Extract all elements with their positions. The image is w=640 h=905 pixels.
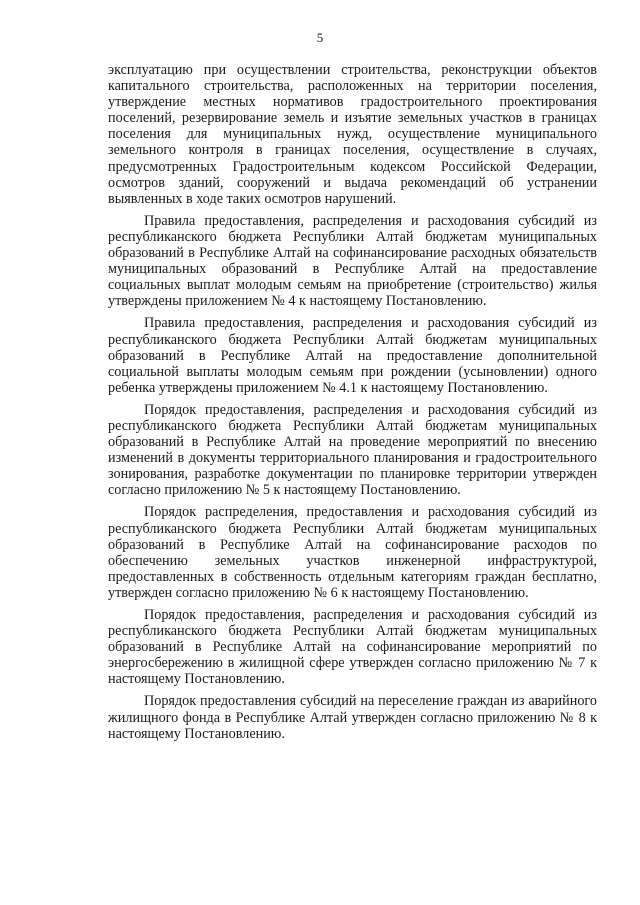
paragraph-continuation: эксплуатацию при осуществлении строительства, реконструкции объектов капитального строительства, расположенных на территории поселения, утверждение местных нормативов градостроительного проектирования поселений, резервирование земель и изъятие земельных участков в границах поселения для муниципальных нужд, осуществление муниципального земельного контроля в границах поселения, осуществление в случаях, предусмотренных Градостроительным кодексом Российской Федерации, осмотров зданий, сооружений и выдача рекомендаций об устранении выявленных в ходе таких осмотров нарушений. [108,62,597,207]
document-body [108,62,597,748]
paragraph-youth-families-housing: Правила предоставления, распределения и расходования субсидий из республиканского бюджета Республики Алтай бюджетам муниципальных образований в Республике Алтай на софинансирование расходных обязательств муниципальных образований в Республике Алтай на предоставление социальных выплат молодым семьям на приобретение (строительство) жилья утверждены приложением № 4 к настоящему Постановлению. [108,212,597,310]
paragraph-territorial-planning: Порядок предоставления, распределения и расходования субсидий из республиканского бюджета Республики Алтай бюджетам муниципальных образований в Республике Алтай на проведение мероприятий по внесению изменений в документы территориального планирования и градостроительного зонирования, разработке документации по планировке территории утвержден согласно приложению № 5 к настоящему Постановлению. [108,401,597,499]
paragraph-child-birth-payment: Правила предоставления, распределения и расходования субсидий из республиканского бюджета Республики Алтай бюджетам муниципальных образований в Республике Алтай на предоставление дополнительной социальной выплаты молодым семьям при рождении (усыновлении) одного ребенка утверждены приложением № 4.1 к настоящему Постановлению. [108,315,597,396]
paragraph-land-infrastructure: Порядок распределения, предоставления и расходования субсидий из республиканского бюджета Республики Алтай бюджетам муниципальных образований в Республике Алтай на софинансирование расходов по обеспечению земельных участков инженерной инфраструктурой, предоставленных в собственность отдельным категориям граждан бесплатно, утвержден согласно приложению № 6 к настоящему Постановлению. [108,504,597,601]
paragraph-energy-saving: Порядок предоставления, распределения и расходования субсидий из республиканского бюджета Республики Алтай бюджетам муниципальных образований в Республике Алтай на софинансирование мероприятий по энергосбережению в жилищной сфере утвержден согласно приложению № 7 к настоящему Постановлению. [108,607,597,688]
paragraph-resettlement: Порядок предоставления субсидий на переселение граждан из аварийного жилищного фонда в Республике Алтай утвержден согласно приложению № 8 к настоящему Постановлению. [108,693,597,742]
page-number: 5 [316,30,324,45]
